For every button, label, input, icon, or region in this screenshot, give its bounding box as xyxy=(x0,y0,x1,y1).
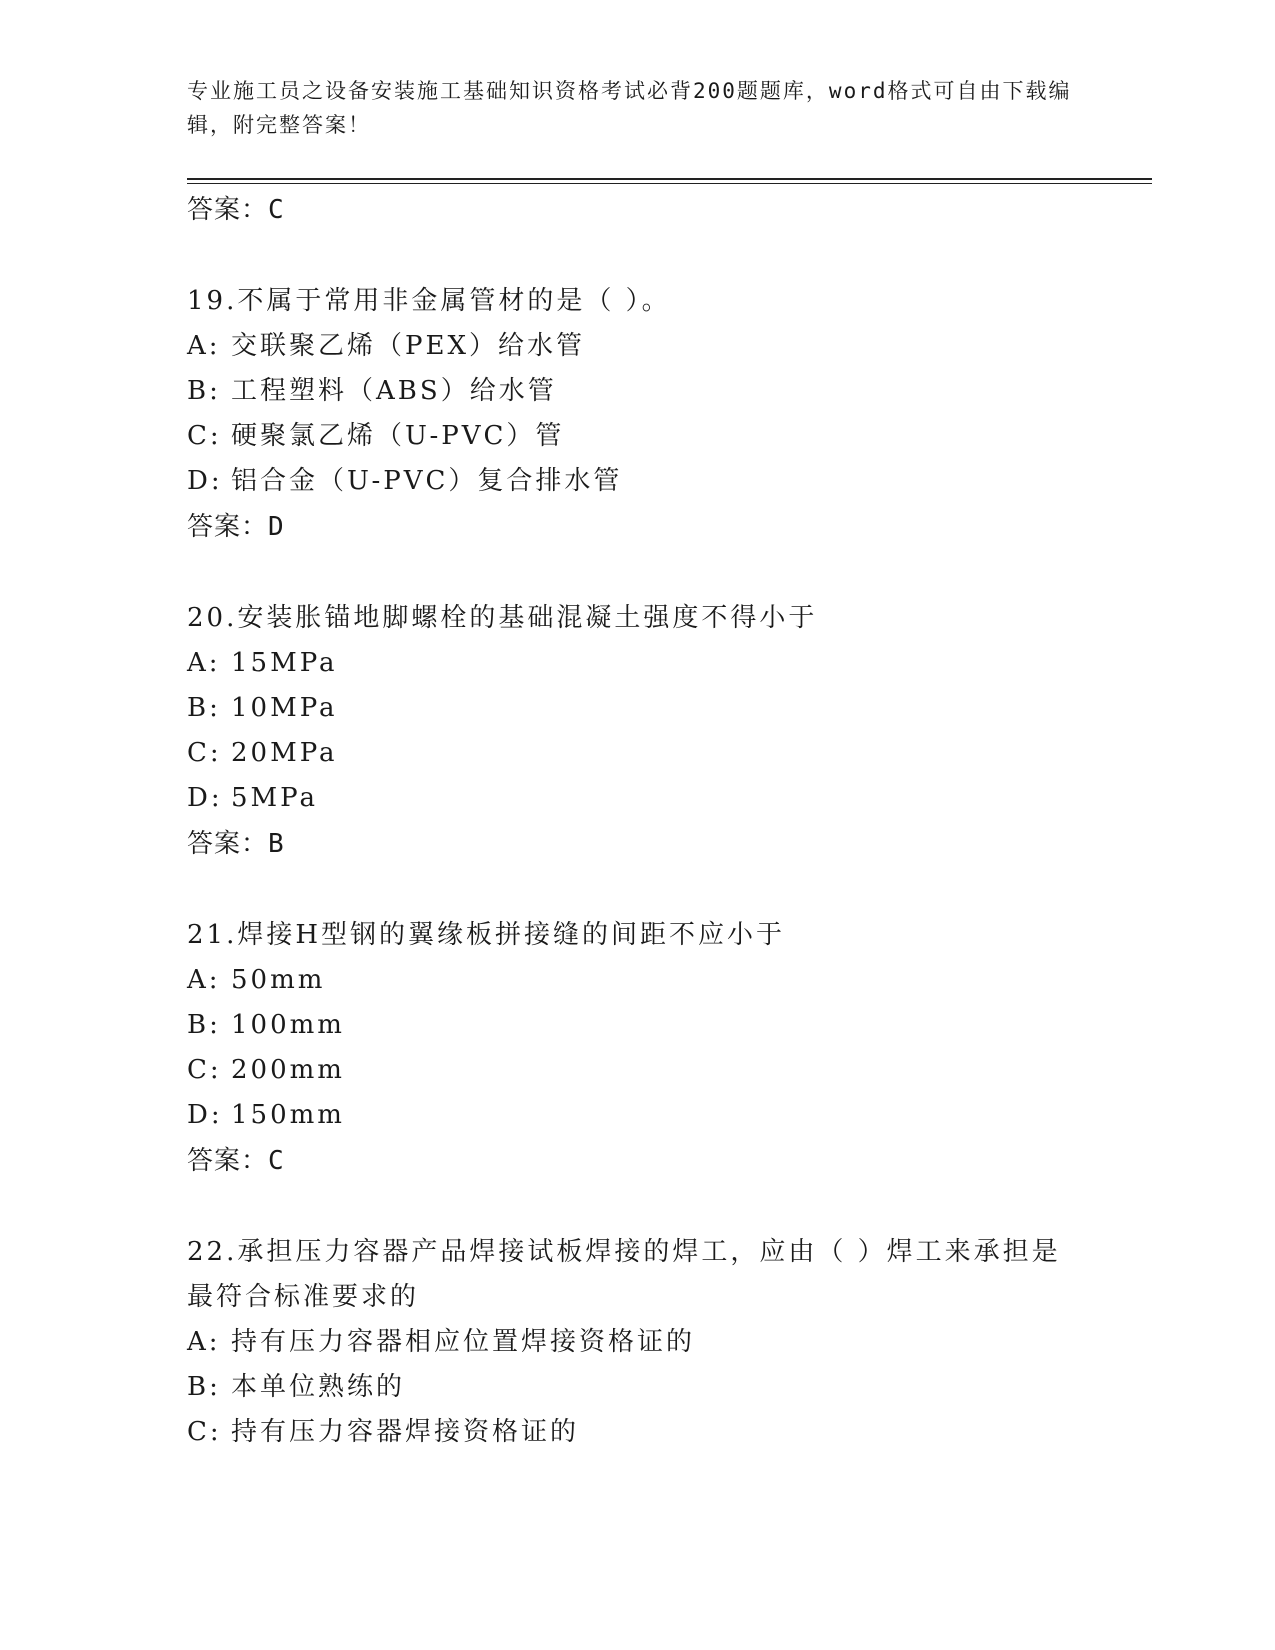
answer-label: 答案：D xyxy=(187,512,285,542)
option-d xyxy=(187,1093,1087,1138)
question-19 xyxy=(187,279,1087,550)
page-header: 专业施工员之设备安装施工基础知识资格考试必背200题题库，word格式可自由下载编辑，附完整答案！ xyxy=(187,79,1072,137)
question-text: 20.安装胀锚地脚螺栓的基础混凝土强度不得小于 xyxy=(187,603,818,633)
option-text: 50mm xyxy=(231,965,326,995)
option-d xyxy=(187,776,1087,821)
question-22 xyxy=(187,1230,1087,1455)
answer-label: 答案：C xyxy=(187,195,285,225)
question-text: 19.不属于常用非金属管材的是（ ）。 xyxy=(187,286,671,316)
option-text: 工程塑料（ABS）给水管 xyxy=(231,376,557,406)
option-letter: C: xyxy=(187,738,222,768)
option-letter: C: xyxy=(187,1417,222,1447)
option-b xyxy=(187,686,1087,731)
question-list xyxy=(187,187,1087,1455)
option-letter: C: xyxy=(187,421,222,451)
option-a xyxy=(187,1320,1087,1365)
option-text: 交联聚乙烯（PEX）给水管 xyxy=(231,331,585,361)
option-letter: D: xyxy=(187,783,223,813)
option-b xyxy=(187,369,1087,414)
option-c xyxy=(187,731,1087,776)
option-a xyxy=(187,324,1087,369)
option-b xyxy=(187,1365,1087,1410)
option-letter: B: xyxy=(187,1010,221,1040)
option-letter: D: xyxy=(187,466,223,496)
option-letter: B: xyxy=(187,376,221,406)
option-c xyxy=(187,1410,1087,1455)
option-letter: A: xyxy=(187,1327,221,1357)
header-divider-thick xyxy=(187,178,1152,180)
option-text: 硬聚氯乙烯（U-PVC）管 xyxy=(231,421,565,451)
question-21 xyxy=(187,913,1087,1184)
answer-label: 答案：B xyxy=(187,829,285,859)
option-b xyxy=(187,1003,1087,1048)
option-c xyxy=(187,1048,1087,1093)
option-letter: C: xyxy=(187,1055,222,1085)
question-text: 22.承担压力容器产品焊接试板焊接的焊工，应由（ ）焊工来承担是最符合标准要求的 xyxy=(187,1237,1061,1312)
option-letter: D: xyxy=(187,1100,223,1130)
option-letter: B: xyxy=(187,1372,221,1402)
option-text: 200mm xyxy=(231,1055,345,1085)
question-20 xyxy=(187,596,1087,867)
option-text: 本单位熟练的 xyxy=(231,1372,406,1402)
option-a xyxy=(187,958,1087,1003)
option-a xyxy=(187,641,1087,686)
option-text: 20MPa xyxy=(231,738,338,768)
option-letter: A: xyxy=(187,965,221,995)
option-text: 持有压力容器焊接资格证的 xyxy=(231,1417,580,1447)
option-letter: B: xyxy=(187,693,221,723)
option-letter: A: xyxy=(187,648,221,678)
option-letter: A: xyxy=(187,331,221,361)
option-text: 持有压力容器相应位置焊接资格证的 xyxy=(231,1327,696,1357)
option-text: 150mm xyxy=(231,1100,345,1130)
question-text: 21.焊接H型钢的翼缘板拼接缝的间距不应小于 xyxy=(187,920,786,950)
header-divider-thin xyxy=(187,183,1152,184)
option-d xyxy=(187,459,1087,504)
option-text: 100mm xyxy=(231,1010,345,1040)
option-c xyxy=(187,414,1087,459)
option-text: 15MPa xyxy=(231,648,338,678)
option-text: 5MPa xyxy=(231,783,318,813)
option-text: 铝合金（U-PVC）复合排水管 xyxy=(231,466,623,496)
option-text: 10MPa xyxy=(231,693,338,723)
answer-label: 答案：C xyxy=(187,1146,285,1176)
